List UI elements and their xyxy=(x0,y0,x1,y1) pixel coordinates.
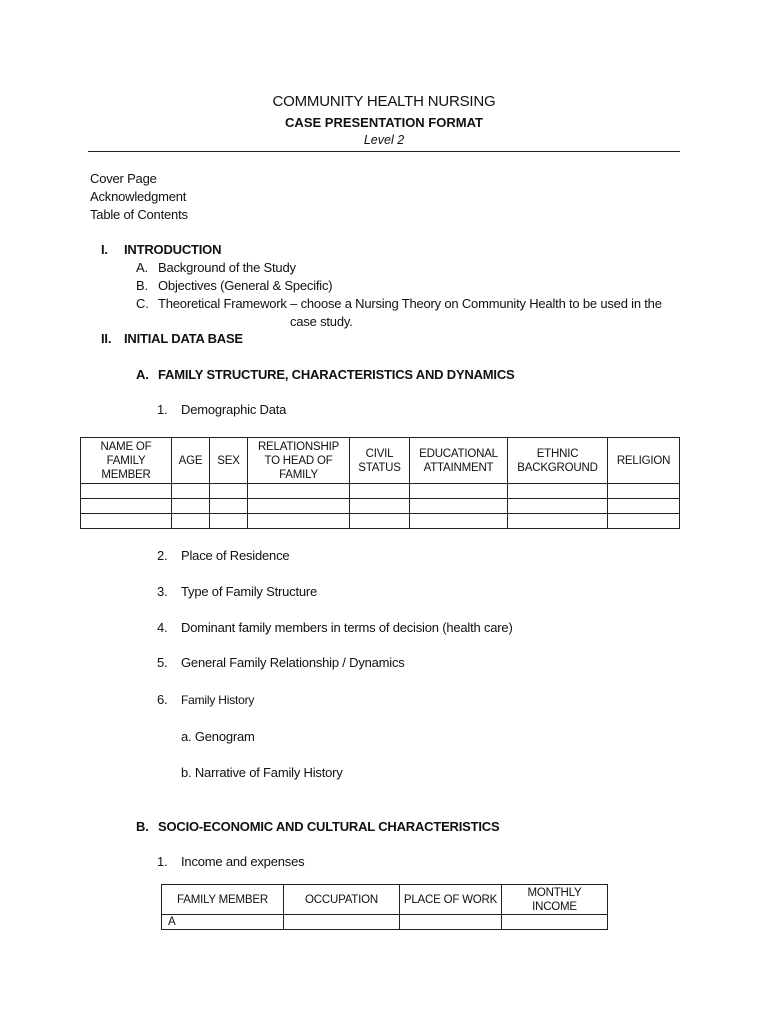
part-a-item-3-num: 3. xyxy=(157,584,168,599)
section-1-item-b-text: Objectives (General & Specific) xyxy=(158,278,333,293)
part-a-item-5-num: 5. xyxy=(157,655,168,670)
column-header: AGE xyxy=(172,438,210,484)
table-cell xyxy=(410,514,508,529)
part-a-item-1-num: 1. xyxy=(157,402,168,417)
part-b-title: SOCIO-ECONOMIC AND CULTURAL CHARACTERISTICS xyxy=(158,819,500,834)
front-matter-acknowledgment: Acknowledgment xyxy=(90,189,187,204)
table-cell xyxy=(172,514,210,529)
table-cell xyxy=(608,484,680,499)
table-cell xyxy=(608,499,680,514)
part-a-item-2-text: Place of Residence xyxy=(181,548,290,563)
part-b-item-1-num: 1. xyxy=(157,854,168,869)
table-cell xyxy=(284,915,400,930)
table-row xyxy=(162,915,608,930)
table-cell xyxy=(210,499,248,514)
column-header: RELATIONSHIP TO HEAD OF FAMILY xyxy=(248,438,350,484)
table-cell xyxy=(508,484,608,499)
table-row xyxy=(81,514,680,529)
part-a-item-2-num: 2. xyxy=(157,548,168,563)
table-cell xyxy=(248,499,350,514)
column-header: EDUCATIONAL ATTAINMENT xyxy=(410,438,508,484)
part-a-subitem-narrative: b. Narrative of Family History xyxy=(181,765,343,780)
part-a-item-1-text: Demographic Data xyxy=(181,402,287,417)
table-cell: A xyxy=(162,915,284,930)
column-header: RELIGION xyxy=(608,438,680,484)
document-level: Level 2 xyxy=(363,133,405,147)
part-a-item-4-num: 4. xyxy=(157,620,168,635)
table-cell xyxy=(350,514,410,529)
section-1-item-c-letter: C. xyxy=(136,296,149,311)
table-row xyxy=(81,499,680,514)
document-subtitle: CASE PRESENTATION FORMAT xyxy=(285,115,483,130)
part-b-item-1-text: Income and expenses xyxy=(181,854,305,869)
section-1-item-c-text: Theoretical Framework – choose a Nursing Theory on Community Health to be used in the xyxy=(158,296,662,311)
part-a-item-6-text: Family History xyxy=(181,693,255,707)
table-cell xyxy=(410,484,508,499)
table-cell xyxy=(248,484,350,499)
column-header: NAME OF FAMILY MEMBER xyxy=(81,438,172,484)
table-cell xyxy=(410,499,508,514)
table-cell xyxy=(608,514,680,529)
section-1-title: INTRODUCTION xyxy=(124,242,222,257)
table-cell xyxy=(502,915,608,930)
section-2-title: INITIAL DATA BASE xyxy=(124,331,243,346)
table-cell xyxy=(210,514,248,529)
section-1-numeral: I. xyxy=(101,242,108,257)
header-divider xyxy=(88,151,680,152)
part-a-item-3-text: Type of Family Structure xyxy=(181,584,318,599)
table-cell xyxy=(210,484,248,499)
table-cell xyxy=(172,484,210,499)
table-cell xyxy=(400,915,502,930)
table-cell xyxy=(81,514,172,529)
table-row xyxy=(81,484,680,499)
section-1-item-b-letter: B. xyxy=(136,278,148,293)
part-a-title: FAMILY STRUCTURE, CHARACTERISTICS AND DYNAMICS xyxy=(158,367,515,382)
part-a-letter: A. xyxy=(136,367,149,382)
table-cell xyxy=(248,514,350,529)
table-cell xyxy=(350,499,410,514)
income-expenses-table xyxy=(161,884,608,930)
part-a-item-4-text: Dominant family members in terms of decision (health care) xyxy=(181,620,513,635)
table-header-row xyxy=(162,885,608,915)
section-1-item-a-letter: A. xyxy=(136,260,148,275)
table-header-row xyxy=(81,438,680,484)
column-header: OCCUPATION xyxy=(284,885,400,915)
part-a-item-5-text: General Family Relationship / Dynamics xyxy=(181,655,405,670)
column-header: PLACE OF WORK xyxy=(400,885,502,915)
table-cell xyxy=(81,499,172,514)
table-cell xyxy=(508,514,608,529)
demographic-data-table xyxy=(80,437,680,529)
section-1-item-c-continuation: case study. xyxy=(290,314,353,329)
front-matter-cover-page: Cover Page xyxy=(90,171,157,186)
section-2-numeral: II. xyxy=(101,331,112,346)
column-header: FAMILY MEMBER xyxy=(162,885,284,915)
table-cell xyxy=(350,484,410,499)
table-cell xyxy=(172,499,210,514)
document-title: COMMUNITY HEALTH NURSING xyxy=(272,93,496,110)
part-a-item-6-num: 6. xyxy=(157,692,168,707)
column-header: ETHNIC BACKGROUND xyxy=(508,438,608,484)
part-b-letter: B. xyxy=(136,819,149,834)
column-header: CIVIL STATUS xyxy=(350,438,410,484)
table-cell xyxy=(81,484,172,499)
front-matter-table-of-contents: Table of Contents xyxy=(90,207,188,222)
part-a-subitem-genogram: a. Genogram xyxy=(181,729,255,744)
column-header: SEX xyxy=(210,438,248,484)
column-header: MONTHLY INCOME xyxy=(502,885,608,915)
table-cell xyxy=(508,499,608,514)
section-1-item-a-text: Background of the Study xyxy=(158,260,296,275)
